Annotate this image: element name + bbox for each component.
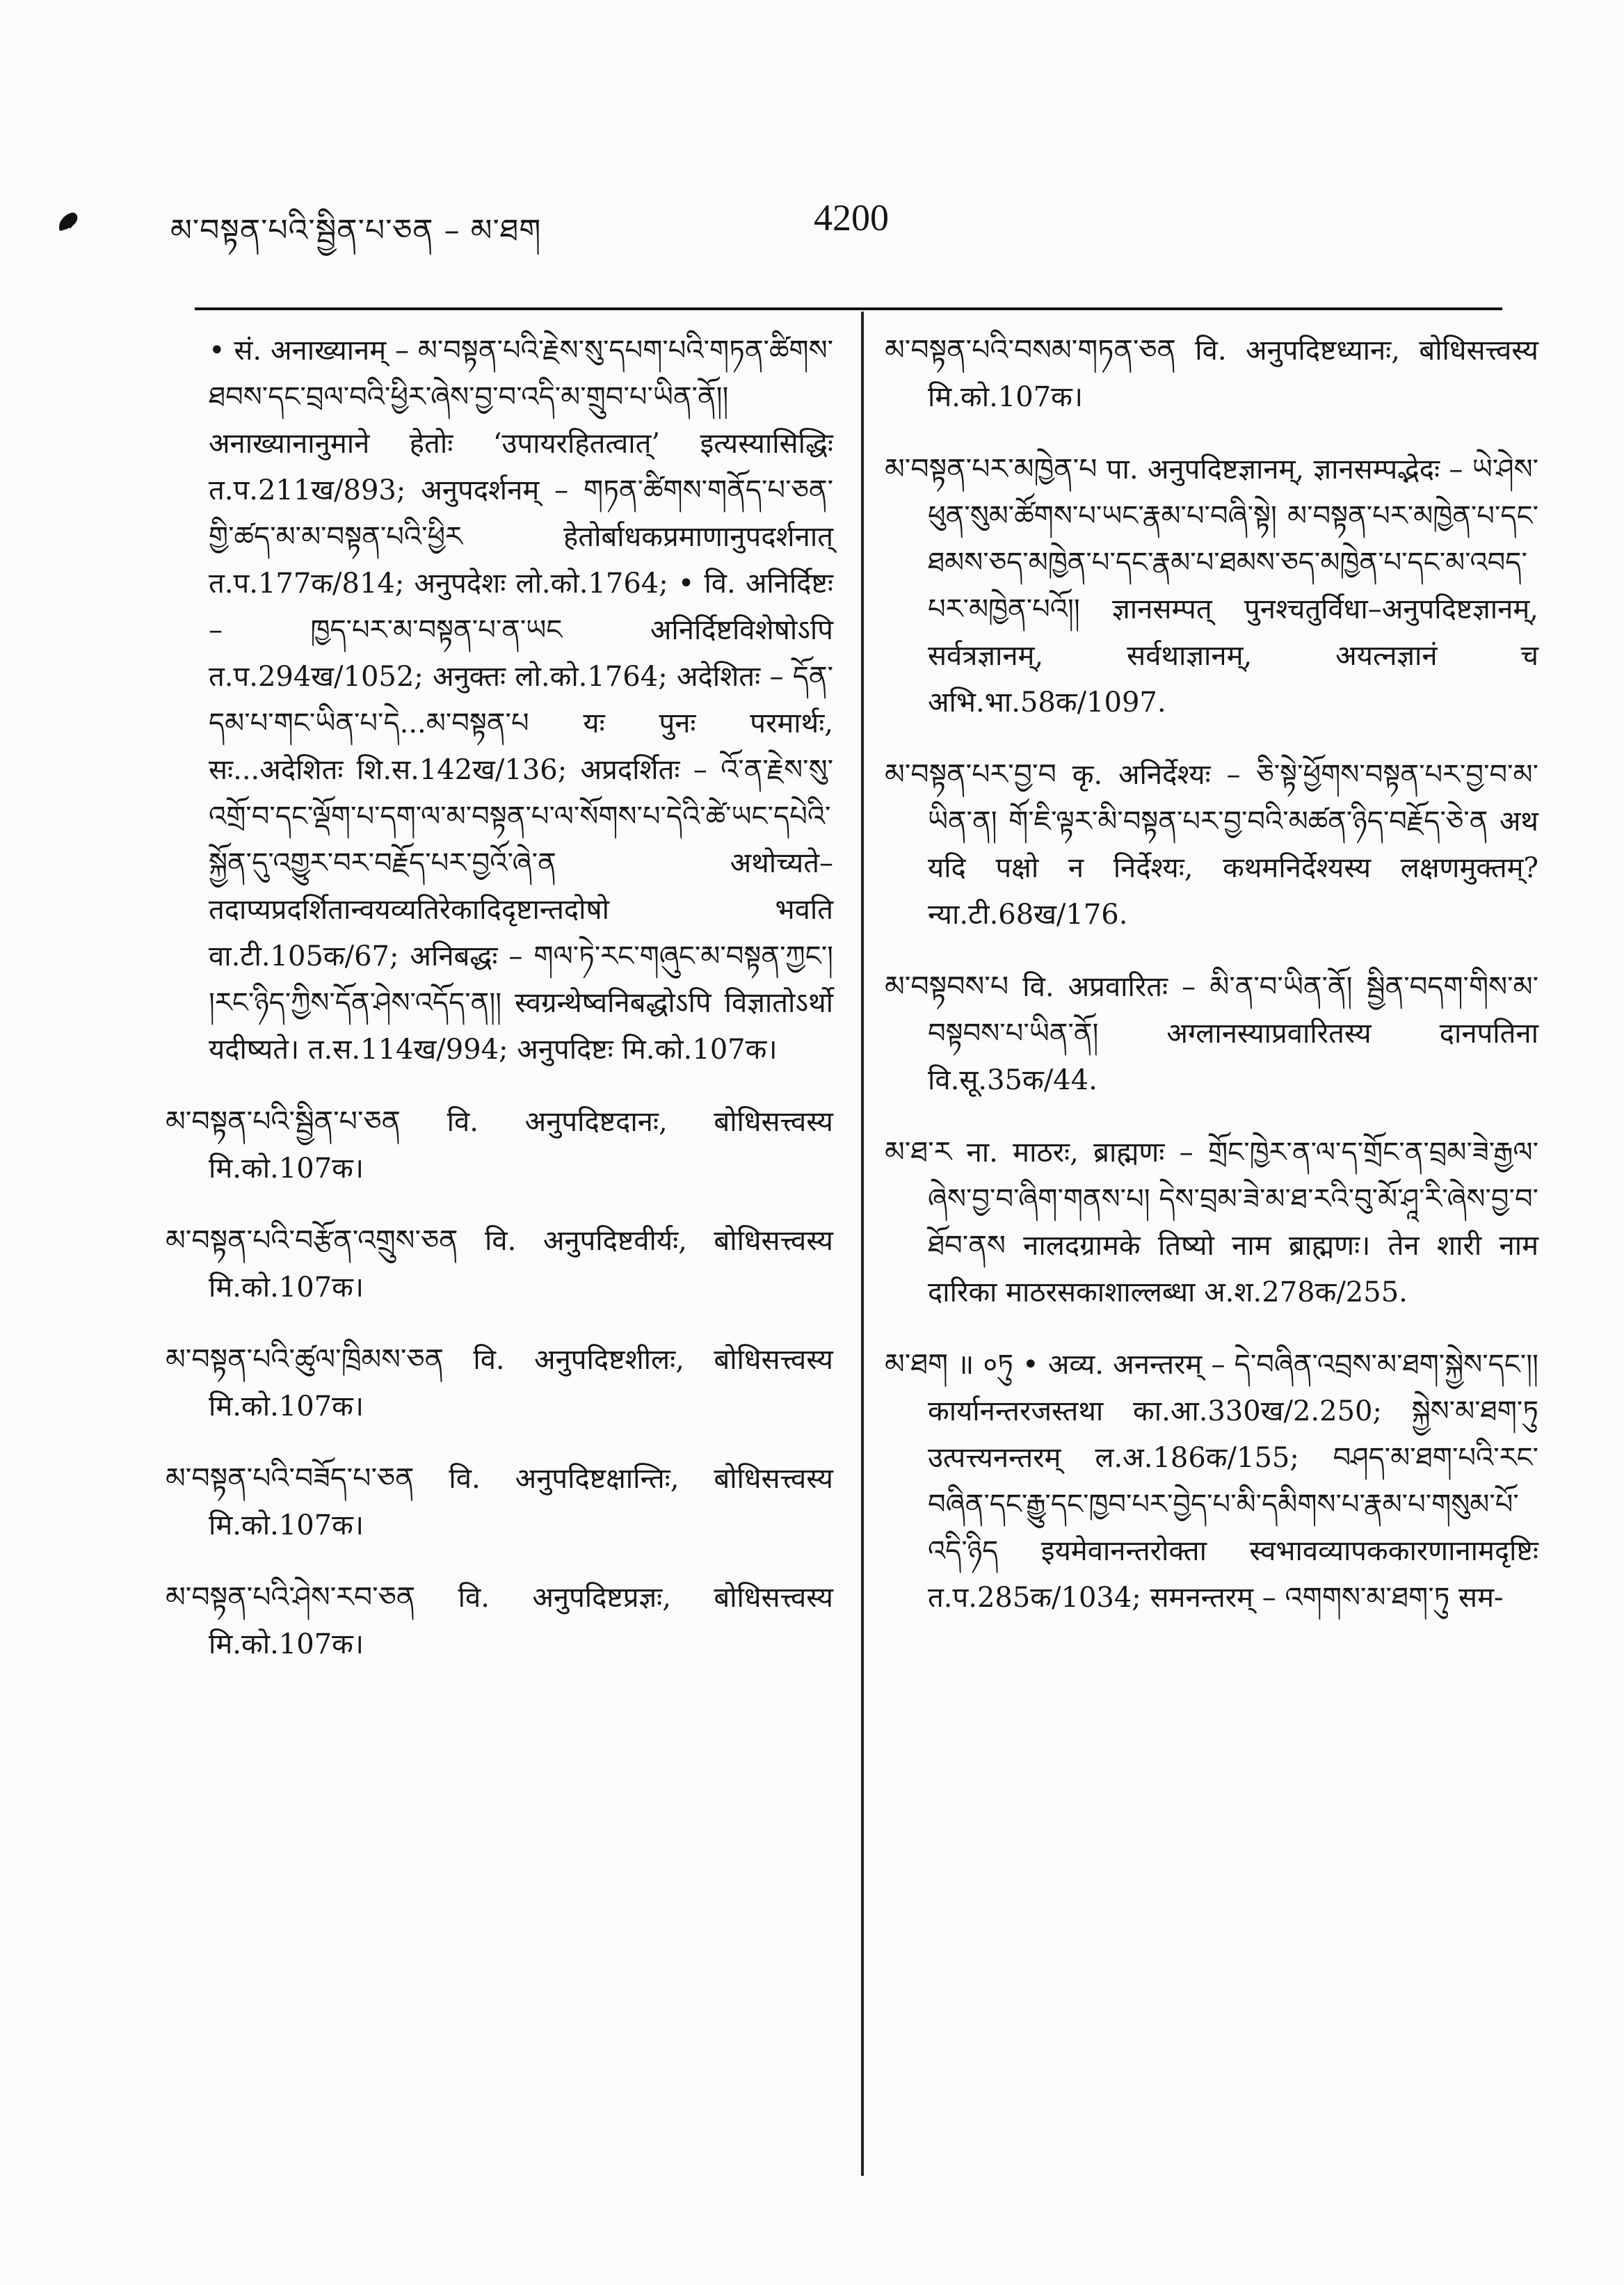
entry-headword: མ་བསྟན་པར་བྱ་བ — [885, 757, 1056, 791]
entry-headword: མ་ཐ་ར — [885, 1135, 952, 1169]
page-bullet-icon — [54, 209, 82, 236]
dictionary-entry — [166, 1455, 833, 1549]
entry-headword: མ་བསྟན་པའི་བསམ་གཏན་ཅན — [885, 333, 1176, 367]
dictionary-entry — [885, 1129, 1538, 1316]
entry-body: वि. अनुपदिष्टप्रज्ञः, बोधिसत्त्वस्य मि.को.107क। — [209, 1582, 833, 1660]
entry-body: ॥ ०ཏུ • अव्य. अनन्तरम् – དེ་བཞིན་འབྲས་མ་ཐག་སྐྱེས་དང་།། कार्यानन्तरजस्तथा का.आ.330ख/2.250; སྐྱེས་མ་ཐག་ཏུ उत्पत्त्यनन्तरम् ल.अ.186क/155; བཤད་མ་ཐག་པའི་རང་བཞིན་དང་རྒྱུ་དང་ཁྱབ་པར་བྱེད་པ་མི་དམིགས་པ་རྣམ་པ་གསུམ་པོ་འདི་ཉིད इयमेवानन्तरोक्ता स्वभावव्यापककारणानामदृष्टिः त.प.285क/1034; समनन्तरम् – འགགས་མ་ཐག་ཏུ सम- — [928, 1349, 1539, 1614]
dictionary-entry — [885, 1341, 1538, 1621]
entry-body: ना. माठरः, ब्राह्मणः – གྲོང་ཁྱེར་ན་ལ་ད་གྲོང་ན་བྲམ་ཟེ་རྒྱལ་ཞེས་བྱ་བ་ཞིག་གནས་པ། དེས་བྲམ་ཟེ་མ་ཐ་རའི་བུ་མོ་ཤཱ་རི་ཞེས་བྱ་བ་ཐོབ་ནས नालदग्रामके तिष्यो नाम ब्राह्मणः। तेन शारी नाम दारिका माठरसकाशाल्लब्धा अ.श.278क/255. — [928, 1137, 1538, 1308]
dictionary-entry — [166, 1336, 833, 1430]
entry-body: वि. अनुपदिष्टदानः, बोधिसत्त्वस्य मि.को.107क। — [209, 1106, 834, 1185]
dictionary-entry — [885, 327, 1538, 421]
entry-headword: མ་བསྟན་པའི་ཤེས་རབ་ཅན — [166, 1580, 416, 1614]
entry-body: वि. अनुपदिष्टध्यानः, बोधिसत्त्वस्य मि.को.107क। — [928, 335, 1539, 413]
column-divider — [861, 312, 864, 2176]
entry-headword: མ་བསྟན་པའི་བཟོད་པ་ཅན — [166, 1461, 415, 1495]
entry-headword: མ་བསྟབས་པ — [885, 970, 1009, 1003]
left-column — [166, 327, 833, 1693]
entry-body: वि. अनुपदिष्टवीर्यः, बोधिसत्त्वस्य मि.को.107क। — [209, 1225, 834, 1304]
page-number: 4200 — [814, 197, 889, 239]
entry-headword: མ་བསྟན་པའི་བརྩོན་འགྲུས་ཅན — [166, 1224, 458, 1257]
entry-headword: མ་བསྟན་པའི་ཚུལ་ཁྲིམས་ཅན — [166, 1342, 444, 1376]
dictionary-entry — [885, 446, 1538, 726]
entry-body: कृ. अनिर्देश्यः – ཅི་སྟེ་ཕྱོགས་བསྟན་པར་བྱ་བ་མ་ཡིན་ན། གོ་ཇི་ལྟར་མི་བསྟན་པར་བྱ་བའི་མཚན་ཉིད་བརྗོད་ཅེ་ན अथ यदि पक्षो न निर्देश्यः, कथमनिर्देश्यस्य लक्षणमुक्तम्? न्या.टी.68ख/176. — [928, 759, 1538, 931]
dictionary-entry — [166, 1217, 833, 1311]
entry-headword: མ་ཐག — [885, 1347, 949, 1381]
running-head: མ་བསྟན་པའི་སྦྱིན་པ་ཅན – མ་ཐག — [170, 213, 542, 248]
dictionary-entry — [166, 327, 833, 1073]
entry-body: पा. अनुपदिष्टज्ञानम्, ज्ञानसम्पद्भेदः – ཡེ་ཤེས་ཕུན་སུམ་ཚོགས་པ་ཡང་རྣམ་པ་བཞི་སྟེ། མ་བསྟན་པར་མཁྱེན་པ་དང་ཐམས་ཅད་མཁྱེན་པ་དང་རྣམ་པ་ཐམས་ཅད་མཁྱེན་པ་དང་མ་འབད་པར་མཁྱེན་པའོ།། ज्ञानसम्पत् पुनश्चतुर्विधा–अनुपदिष्टज्ञानम्, सर्वत्रज्ञानम्, सर्वथाज्ञानम्, अयत्नज्ञानं च अभि.भा.58क/1097. — [928, 454, 1538, 719]
entry-headword: མ་བསྟན་པར་མཁྱེན་པ — [885, 452, 1098, 486]
entry-body: • सं. अनाख्यानम् – མ་བསྟན་པའི་རྗེས་སུ་དཔག་པའི་གཏན་ཚིགས་ཐབས་དང་བྲལ་བའི་ཕྱིར་ཞེས་བྱ་བ་འདི་མ་གྲུབ་པ་ཡིན་ནོ།། अनाख्यानानुमाने हेतोः ‘उपायरहितत्वात्’ इत्यस्यासिद्धिः त.प.211ख/893; अनुपदर्शनम् – གཏན་ཚིགས་གནོད་པ་ཅན་གྱི་ཚད་མ་མ་བསྟན་པའི་ཕྱིར हेतोर्बाधकप्रमाणानुपदर्शनात् त.प.177क/814; अनुपदेशः लो.को.1764; • वि. अनिर्दिष्टः – ཁྱད་པར་མ་བསྟན་པ་ན་ཡང अनिर्दिष्टविशेषोऽपि त.प.294ख/1052; अनुक्तः लो.को.1764; अदेशितः – དོན་དམ་པ་གང་ཡིན་པ་དེ...མ་བསྟན་པ यः पुनः परमार्थः, सः...अदेशितः शि.स.142ख/136; अप्रदर्शितः – འོ་ན་རྗེས་སུ་འགྲོ་བ་དང་ལྡོག་པ་དག་ལ་མ་བསྟན་པ་ལ་སོགས་པ་དེའི་ཚེ་ཡང་དཔེའི་སྐྱོན་དུ་འགྱུར་བར་བརྗོད་པར་བྱའོ་ཞེ་ན अथोच्यते–तदाप्यप्रदर्शितान्वयव्यतिरेकादिदृष्टान्तदोषो भवति वा.टी.105क/67; अनिबद्धः – གལ་ཏེ་རང་གཞུང་མ་བསྟན་ཀྱང་། །རང་ཉིད་ཀྱིས་དོན་ཤེས་འདོད་ན།། स्वग्रन्थेष्वनिबद्धोऽपि विज्ञातोऽर्थो यदीष्यते। त.स.114ख/994; अनुपदिष्टः मि.को.107क। — [209, 335, 833, 1066]
entry-body: वि. अनुपदिष्टशीलः, बोधिसत्त्वस्य मि.को.107क। — [209, 1344, 833, 1422]
entry-headword: མ་བསྟན་པའི་སྦྱིན་པ་ཅན — [166, 1105, 401, 1138]
dictionary-entry — [166, 1098, 833, 1192]
right-column — [885, 327, 1538, 1646]
entry-body: वि. अप्रवारितः – མི་ན་བ་ཡིན་ནོ། སྦྱིན་བདག་གིས་མ་བསྟབས་པ་ཡིན་ནོ། अग्लानस्याप्रवारितस्य दानपतिना वि.सू.35क/44. — [928, 971, 1538, 1096]
entry-body: वि. अनुपदिष्टक्षान्तिः, बोधिसत्त्वस्य मि.को.107क। — [209, 1463, 833, 1541]
dictionary-entry — [885, 751, 1538, 938]
dictionary-entry — [885, 963, 1538, 1104]
header-rule — [195, 307, 1502, 310]
dictionary-entry — [166, 1574, 833, 1668]
